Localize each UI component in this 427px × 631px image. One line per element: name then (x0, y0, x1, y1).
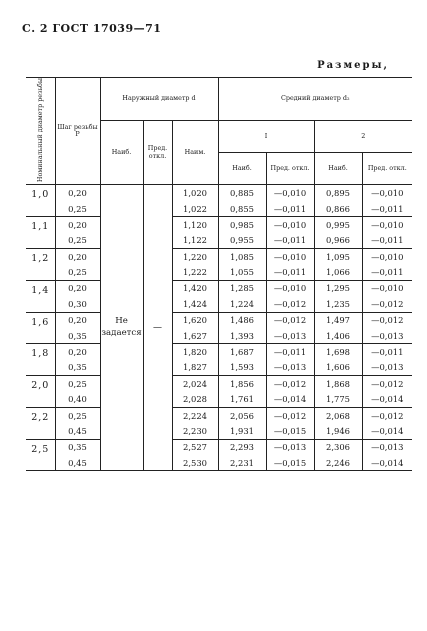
outer-min-cell: 1,022 (172, 201, 218, 217)
header-class2-max: Наиб. (314, 153, 362, 185)
table-row (26, 201, 412, 217)
nominal-diameter-cell: 1,8 (26, 344, 55, 376)
outer-min-cell: 1,020 (172, 185, 218, 201)
mean2-max-cell: 1,295 (314, 280, 362, 296)
nominal-diameter-cell: 1,1 (26, 217, 55, 249)
mean1-tolerance-cell: —0,010 (266, 249, 314, 265)
mean1-tolerance-cell: —0,012 (266, 407, 314, 423)
header-outer-max: Наиб. (100, 121, 143, 185)
mean1-max-cell: 2,293 (218, 439, 266, 455)
outer-min-cell: 1,827 (172, 360, 218, 376)
table-row (26, 185, 412, 201)
mean1-tolerance-cell: —0,012 (266, 312, 314, 328)
mean2-tolerance-cell: —0,013 (362, 439, 412, 455)
mean2-tolerance-cell: —0,010 (362, 249, 412, 265)
mean1-tolerance-cell: —0,010 (266, 217, 314, 233)
header-class1-max: Наиб. (218, 153, 266, 185)
mean2-tolerance-cell: —0,012 (362, 407, 412, 423)
outer-min-cell: 2,024 (172, 376, 218, 392)
mean2-tolerance-cell: —0,011 (362, 344, 412, 360)
table-row (26, 249, 412, 265)
pitch-cell: 0,35 (55, 360, 100, 376)
mean2-max-cell: 1,235 (314, 296, 362, 312)
mean2-tolerance-cell: —0,012 (362, 312, 412, 328)
mean1-max-cell: 1,055 (218, 264, 266, 280)
outer-min-cell: 1,424 (172, 296, 218, 312)
outer-min-cell: 1,627 (172, 328, 218, 344)
mean2-max-cell: 2,246 (314, 455, 362, 471)
pitch-cell: 0,25 (55, 201, 100, 217)
mean2-max-cell: 1,066 (314, 264, 362, 280)
mean2-max-cell: 0,995 (314, 217, 362, 233)
mean2-max-cell: 1,868 (314, 376, 362, 392)
mean2-max-cell: 0,966 (314, 233, 362, 249)
mean2-max-cell: 1,497 (314, 312, 362, 328)
outer-min-cell: 1,420 (172, 280, 218, 296)
mean2-tolerance-cell: —0,010 (362, 185, 412, 201)
mean2-max-cell: 2,306 (314, 439, 362, 455)
table-row (26, 296, 412, 312)
mean2-max-cell: 1,946 (314, 423, 362, 439)
mean2-tolerance-cell: —0,014 (371, 426, 404, 436)
mean1-tolerance-cell: —0,011 (266, 344, 314, 360)
mean1-max-cell: 0,885 (218, 185, 266, 201)
mean2-max-cell: 1,606 (314, 360, 362, 376)
nominal-diameter-cell: 1,6 (26, 312, 55, 344)
mean1-max-cell: 1,393 (218, 328, 266, 344)
mean2-tolerance-cell: —0,011 (371, 235, 404, 246)
nominal-diameter-cell: 2,2 (26, 407, 55, 439)
mean1-tolerance-cell: —0,015 (266, 455, 314, 471)
table-row (26, 423, 412, 439)
table-row (26, 264, 412, 280)
section-title: Размеры, (317, 60, 389, 71)
mean2-tolerance-cell: —0,012 (362, 376, 412, 392)
mean1-max-cell: 1,085 (218, 249, 266, 265)
mean1-max-cell: 0,855 (218, 201, 266, 217)
pitch-cell: 0,20 (55, 344, 100, 360)
mean1-tolerance-cell: —0,011 (266, 201, 314, 217)
header-class1-tolerance: Пред. откл. (266, 153, 314, 185)
table-row (26, 439, 412, 455)
table-row (26, 233, 412, 249)
outer-min-cell: 2,028 (172, 392, 218, 408)
outer-min-cell: 2,230 (172, 423, 218, 439)
mean1-max-cell: 1,761 (218, 392, 266, 408)
mean2-max-cell: 2,068 (314, 407, 362, 423)
pitch-cell: 0,30 (55, 296, 100, 312)
mean1-max-cell: 2,231 (218, 455, 266, 471)
outer-min-cell: 1,220 (172, 249, 218, 265)
mean2-tolerance-cell: —0,014 (371, 394, 404, 405)
pitch-cell: 0,25 (55, 407, 100, 423)
table-row (26, 217, 412, 233)
mean2-tolerance-cell: —0,012 (371, 298, 404, 309)
nominal-diameter-cell: 2,0 (26, 376, 55, 408)
thread-dimensions-table (26, 77, 412, 471)
mean1-max-cell: 1,856 (218, 376, 266, 392)
header-class-2: 2 (314, 121, 412, 153)
page-header: С. 2 ГОСТ 17039—71 (22, 22, 162, 35)
table-body (26, 185, 412, 471)
outer-min-cell: 1,122 (172, 233, 218, 249)
nominal-diameter-cell: 1,4 (26, 280, 55, 312)
pitch-cell: 0,20 (55, 217, 100, 233)
pitch-cell: 0,25 (55, 264, 100, 280)
outer-max-cell: Не задается (100, 185, 143, 471)
pitch-cell: 0,45 (55, 423, 100, 439)
mean1-max-cell: 1,285 (218, 280, 266, 296)
pitch-cell: 0,20 (55, 249, 100, 265)
outer-min-cell: 1,120 (172, 217, 218, 233)
table-row (26, 280, 412, 296)
mean1-tolerance-cell: —0,012 (266, 376, 314, 392)
mean2-tolerance-cell: —0,013 (371, 330, 404, 341)
mean2-tolerance-cell: —0,011 (371, 267, 404, 278)
header-mean-diameter: Средний диаметр d₂ (218, 78, 412, 121)
header-nominal-diameter: Номинальный диаметр резьбы (26, 78, 55, 185)
outer-min-cell: 1,222 (172, 264, 218, 280)
mean2-max-cell: 1,698 (314, 344, 362, 360)
mean2-tolerance-cell: —0,013 (371, 362, 404, 373)
outer-min-cell: 2,530 (172, 455, 218, 471)
mean2-tolerance-cell: —0,010 (362, 217, 412, 233)
pitch-cell: 0,20 (55, 280, 100, 296)
header-outer-min: Наим. (172, 121, 218, 185)
header-outer-tolerance: Пред. откл. (143, 121, 172, 185)
outer-min-cell: 1,820 (172, 344, 218, 360)
header-class-1: I (218, 121, 314, 153)
mean1-max-cell: 1,931 (218, 423, 266, 439)
table-row (26, 360, 412, 376)
mean1-tolerance-cell: —0,013 (266, 439, 314, 455)
nominal-diameter-cell: 1,2 (26, 249, 55, 281)
table-row (26, 344, 412, 360)
header-pitch: Шаг резьбы P (55, 78, 100, 185)
header-outer-diameter: Наружный диаметр d (100, 78, 218, 121)
table-row (26, 312, 412, 328)
nominal-diameter-cell: 1,0 (26, 185, 55, 217)
mean1-max-cell: 1,224 (218, 296, 266, 312)
mean2-max-cell: 0,866 (314, 201, 362, 217)
table-row (26, 407, 412, 423)
table-row (26, 455, 412, 471)
table-row (26, 376, 412, 392)
nominal-diameter-cell: 2,5 (26, 439, 55, 471)
table-row (26, 328, 412, 344)
mean2-tolerance-cell: —0,010 (362, 280, 412, 296)
mean1-max-cell: 1,486 (218, 312, 266, 328)
pitch-cell: 0,45 (55, 455, 100, 471)
pitch-cell: 0,35 (55, 439, 100, 455)
mean1-max-cell: 1,687 (218, 344, 266, 360)
mean1-max-cell: 1,593 (218, 360, 266, 376)
pitch-cell: 0,25 (55, 376, 100, 392)
mean1-tolerance-cell: —0,013 (266, 328, 314, 344)
mean1-max-cell: 2,056 (218, 407, 266, 423)
mean2-max-cell: 0,895 (314, 185, 362, 201)
mean2-max-cell: 1,406 (314, 328, 362, 344)
mean1-tolerance-cell: —0,013 (266, 360, 314, 376)
mean1-tolerance-cell: —0,010 (266, 185, 314, 201)
outer-tolerance-cell: — (143, 185, 172, 471)
mean1-tolerance-cell: —0,011 (266, 233, 314, 249)
mean2-tolerance-cell: —0,011 (371, 203, 404, 214)
mean1-tolerance-cell: —0,010 (266, 280, 314, 296)
pitch-cell: 0,40 (55, 392, 100, 408)
mean1-max-cell: 0,955 (218, 233, 266, 249)
pitch-cell: 0,25 (55, 233, 100, 249)
table-row (26, 392, 412, 408)
outer-min-cell: 2,527 (172, 439, 218, 455)
mean1-tolerance-cell: —0,015 (266, 423, 314, 439)
pitch-cell: 0,20 (55, 312, 100, 328)
mean1-max-cell: 0,985 (218, 217, 266, 233)
outer-min-cell: 1,620 (172, 312, 218, 328)
mean2-max-cell: 1,775 (314, 392, 362, 408)
mean2-max-cell: 1,095 (314, 249, 362, 265)
outer-min-cell: 2,224 (172, 407, 218, 423)
mean2-tolerance-cell: —0,014 (362, 455, 412, 471)
mean1-tolerance-cell: —0,012 (266, 296, 314, 312)
pitch-cell: 0,20 (55, 185, 100, 201)
mean1-tolerance-cell: —0,014 (266, 392, 314, 408)
pitch-cell: 0,35 (55, 328, 100, 344)
mean1-tolerance-cell: —0,011 (266, 264, 314, 280)
header-class2-tolerance: Пред. откл. (362, 153, 412, 185)
